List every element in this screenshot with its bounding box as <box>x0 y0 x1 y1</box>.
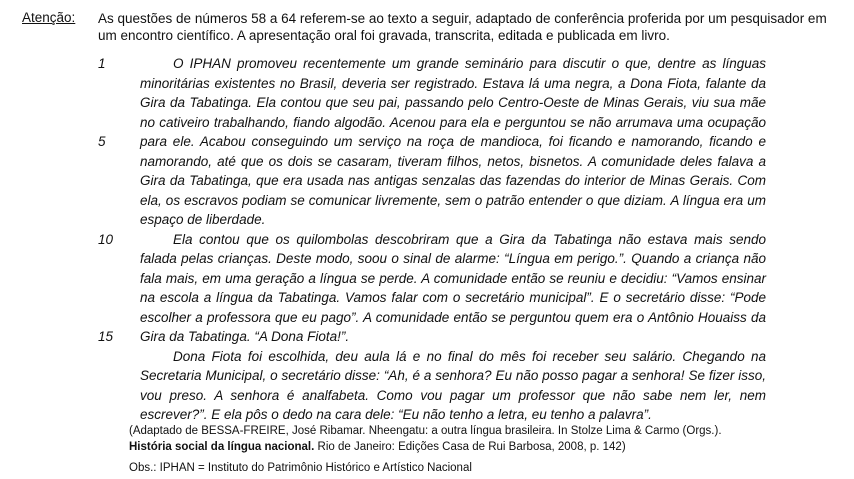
paragraph-1: O IPHAN promoveu recentemente um grande seminário para discutir o que, dentre as línguas minoritárias existentes no Brasil, deveria ser registrado. Estava lá uma negra, a Dona Fiota, falante da Gira da Tabatinga. Ela contou que seu pai, passando pelo Centro-Oeste de Minas Gerais, viu sua mãe no cativeiro trabalhando, fiando algodão. Acenou para ela e perguntou se não arrumava uma ocupação para ele. Acabou conseguindo um serviço na roça de mandioca, foi ficando e namorando, ficando e namorando, até que os dois se casaram, tiveram filhos, netos, bisnetos. A comunidade deles falava a Gira da Tabatinga, que era usada nas antigas senzalas das fazendas do interior de Minas Gerais. Com ela, os escravos podiam se comunicar livremente, sem o patrão entender o que diziam. A língua era um espaço de liberdade. <box>140 56 766 227</box>
citation-suffix: Rio de Janeiro: Edições Casa de Rui Barbosa, 2008, p. 142) <box>314 441 626 453</box>
citation-book-title: História social da língua nacional. <box>129 441 315 453</box>
citation-prefix: (Adaptado de BESSA-FREIRE, José Ribamar. Nheengatu: a outra língua brasileira. In Stolze Lima & Carmo (Orgs.). <box>129 425 722 437</box>
line-number-10: 10 <box>98 231 114 247</box>
paragraph-2: Ela contou que os quilombolas descobriram que a Gira da Tabatinga não estava mais sendo falada pelas crianças. Deste modo, soou o sinal de alarme: “Língua em perigo.”. Quando a criança não fala mais, em uma geração a língua se perde. A comunidade então se reuniu e decidiu: “Vamos ensinar na escola a língua da Tabatinga. Vamos falar com o secretário municipal”. E o secretário disse: “Pode escolher a professora que eu pago”. A comunidade então se perguntou quem era o Antônio Houaiss da Gira da Tabatinga. “A Dona Fiota!”. <box>140 231 766 344</box>
article-body <box>140 54 766 425</box>
source-citation <box>129 423 829 455</box>
attention-label: Atenção: <box>22 10 76 25</box>
paragraph-3: Dona Fiota foi escolhida, deu aula lá e no final do mês foi receber seu salário. Chegando na Secretaria Municipal, o secretário disse: “Ah, é a senhora? Eu não posso pagar a senhora! Se fizer isso, vou preso. A senhora é analfabeta. Como vou pagar um professor que não sabe nem ler, nem escrever?”. E ela pôs o dedo na cara dele: “Eu não tenho a letra, eu tenho a palavra”. <box>140 348 766 422</box>
attention-text: As questões de números 58 a 64 referem-se ao texto a seguir, adaptado de conferência proferida por um pesquisador em um encontro científico. A apresentação oral foi gravada, transcrita, editada e publicada em livro. <box>98 11 827 43</box>
line-number-15: 15 <box>98 329 114 344</box>
line-number-1: 1 <box>98 56 106 71</box>
footnote-observation: Obs.: IPHAN = Instituto do Patrimônio Histórico e Artístico Nacional <box>129 462 472 474</box>
line-number-5: 5 <box>98 134 106 149</box>
